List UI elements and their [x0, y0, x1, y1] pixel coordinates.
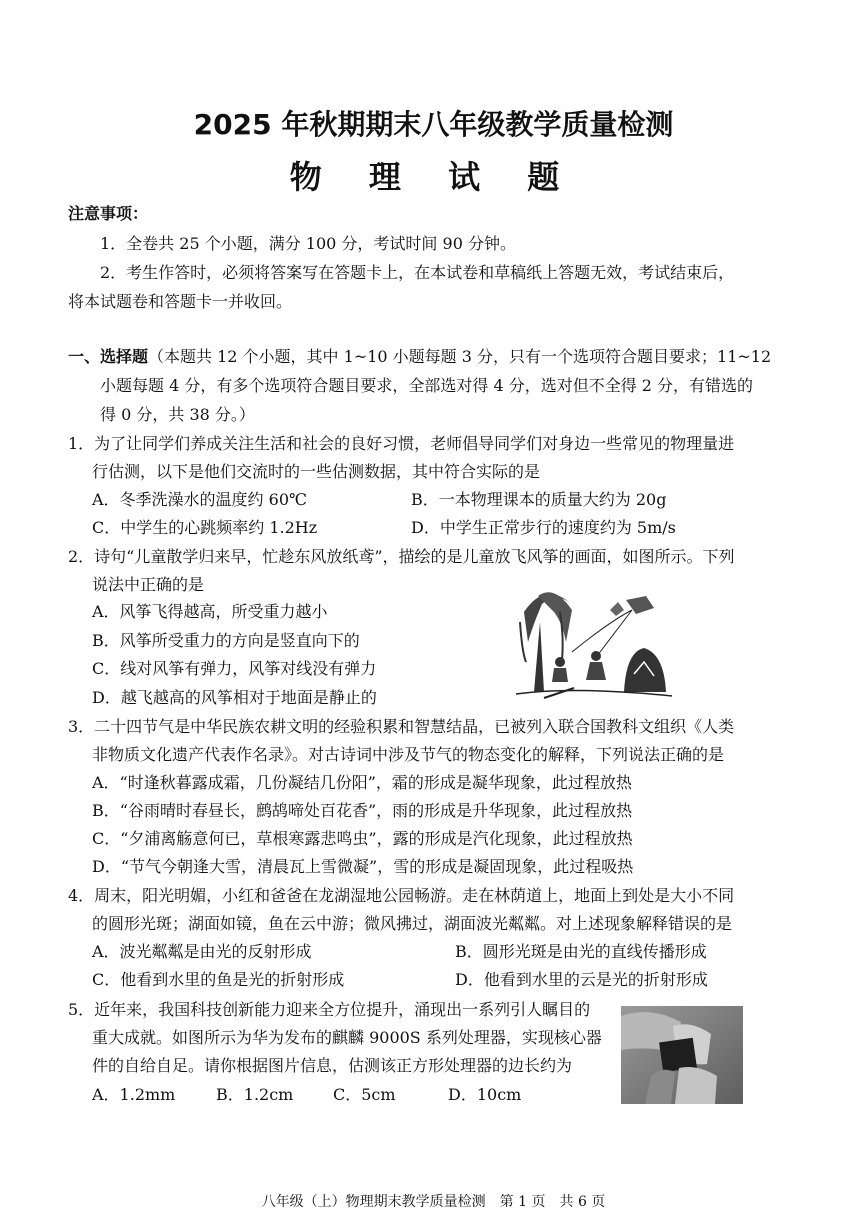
q5-stem-line-2: 重大成就。如图所示为华为发布的麒麟 9000S 系列处理器，实现核心器 [92, 1028, 602, 1047]
q3-option-d: D．“节气今朝逢大雪，清晨瓦上雪微凝”，雪的形成是凝固现象，此过程吸热 [92, 857, 634, 876]
section-1-label: 一、选择题 [68, 347, 149, 366]
q3-stem-line-1: 3．二十四节气是中华民族农耕文明的经验积累和智慧结晶，已被列入联合国教科文组织《人类 [68, 717, 735, 736]
q5-option-a: A．1.2mm [92, 1085, 176, 1104]
q1-option-a: A．冬季洗澡水的温度约 60℃ [92, 490, 307, 509]
q1-option-b: B．一本物理课本的质量大约为 20g [411, 490, 667, 509]
q4-option-d: D．他看到水里的云是光的折射形成 [455, 970, 708, 989]
q2-stem-line-1: 2．诗句“儿童散学归来早，忙趁东风放纸鸢”，描绘的是儿童放飞风筝的画面，如图所示。下列 [68, 547, 735, 566]
q2-stem-line-2: 说法中正确的是 [92, 575, 205, 594]
q5-stem-line-3: 件的自给自足。请你根据图片信息，估测该正方形处理器的边长约为 [92, 1056, 573, 1075]
q3-option-a: A．“时逢秋暮露成霜，几份凝结几份阳”，霜的形成是凝华现象，此过程放热 [92, 773, 632, 792]
notice-heading: 注意事项： [68, 204, 149, 223]
q1-stem-line-2: 行估测，以下是他们交流时的一些估测数据，其中符合实际的是 [92, 462, 541, 481]
q5-option-d: D．10cm [448, 1085, 522, 1104]
q2-option-b: B．风筝所受重力的方向是竖直向下的 [92, 631, 360, 650]
q1-option-c: C．中学生的心跳频率约 1.2Hz [92, 518, 318, 537]
section-1-desc-line-3: 得 0 分，共 38 分。） [100, 405, 255, 424]
q5-stem-line-1: 5．近年来，我国科技创新能力迎来全方位提升，涌现出一系列引人瞩目的 [68, 1000, 591, 1019]
q2-option-d: D．越飞越高的风筝相对于地面是静止的 [92, 688, 377, 707]
q5-option-b: B．1.2cm [216, 1085, 294, 1104]
q3-stem-line-2: 非物质文化遗产代表作名录》。对古诗词中涉及节气的物态变化的解释，下列说法正确的是 [92, 745, 725, 764]
page-footer: 八年级（上）物理期末教学质量检测 第 1 页 共 6 页 [261, 1194, 606, 1210]
q1-option-d: D．中学生正常步行的速度约为 5m/s [411, 518, 676, 537]
kite-flying-illustration [514, 582, 674, 702]
exam-title: 2025 年秋期期末八年级教学质量检测 [193, 108, 674, 141]
q3-option-b: B．“谷雨晴时春昼长，鹧鸪啼处百花香”，雨的形成是升华现象，此过程放热 [92, 801, 633, 820]
q3-option-c: C．“夕浦离觞意何已，草根寒露悲鸣虫”，露的形成是汽化现象，此过程放热 [92, 829, 633, 848]
q1-stem-line-1: 1．为了让同学们养成关注生活和社会的良好习惯，老师倡导同学们对身边一些常见的物理量进 [68, 434, 735, 453]
section-1-header [68, 347, 771, 367]
q4-option-a: A．波光粼粼是由光的反射形成 [92, 942, 312, 961]
q2-option-c: C．线对风筝有弹力，风筝对线没有弹力 [92, 659, 377, 678]
section-1-desc-line-1: （本题共 12 个小题，其中 1~10 小题每题 3 分，只有一个选项符合题目要求；11~12 [148, 347, 772, 366]
q4-stem-line-1: 4．周末，阳光明媚，小红和爸爸在龙湖湿地公园畅游。走在林荫道上，地面上到处是大小不同 [68, 886, 735, 905]
notice-item-2-line-1: 2．考生作答时，必须将答案写在答题卡上，在本试卷和草稿纸上答题无效，考试结束后， [100, 263, 735, 282]
notice-item-2-line-2: 将本试题卷和答题卡一并收回。 [68, 292, 293, 311]
section-1-desc-line-2: 小题每题 4 分，有多个选项符合题目要求，全部选对得 4 分，选对但不全得 2 分，有错选的 [100, 376, 754, 395]
q5-option-c: C．5cm [333, 1085, 396, 1104]
q4-option-b: B．圆形光斑是由光的直线传播形成 [455, 942, 707, 961]
q2-option-a: A．风筝飞得越高，所受重力越小 [92, 602, 328, 621]
q4-stem-line-2: 的圆形光斑；湖面如镜，鱼在云中游；微风拂过，湖面波光粼粼。对上述现象解释错误的是 [92, 914, 733, 933]
notice-item-1: 1．全卷共 25 个小题，满分 100 分，考试时间 90 分钟。 [100, 234, 516, 253]
q4-option-c: C．他看到水里的鱼是光的折射形成 [92, 970, 345, 989]
processor-photo [621, 1006, 743, 1104]
subject-title: 物 理 试 题 [289, 158, 578, 196]
